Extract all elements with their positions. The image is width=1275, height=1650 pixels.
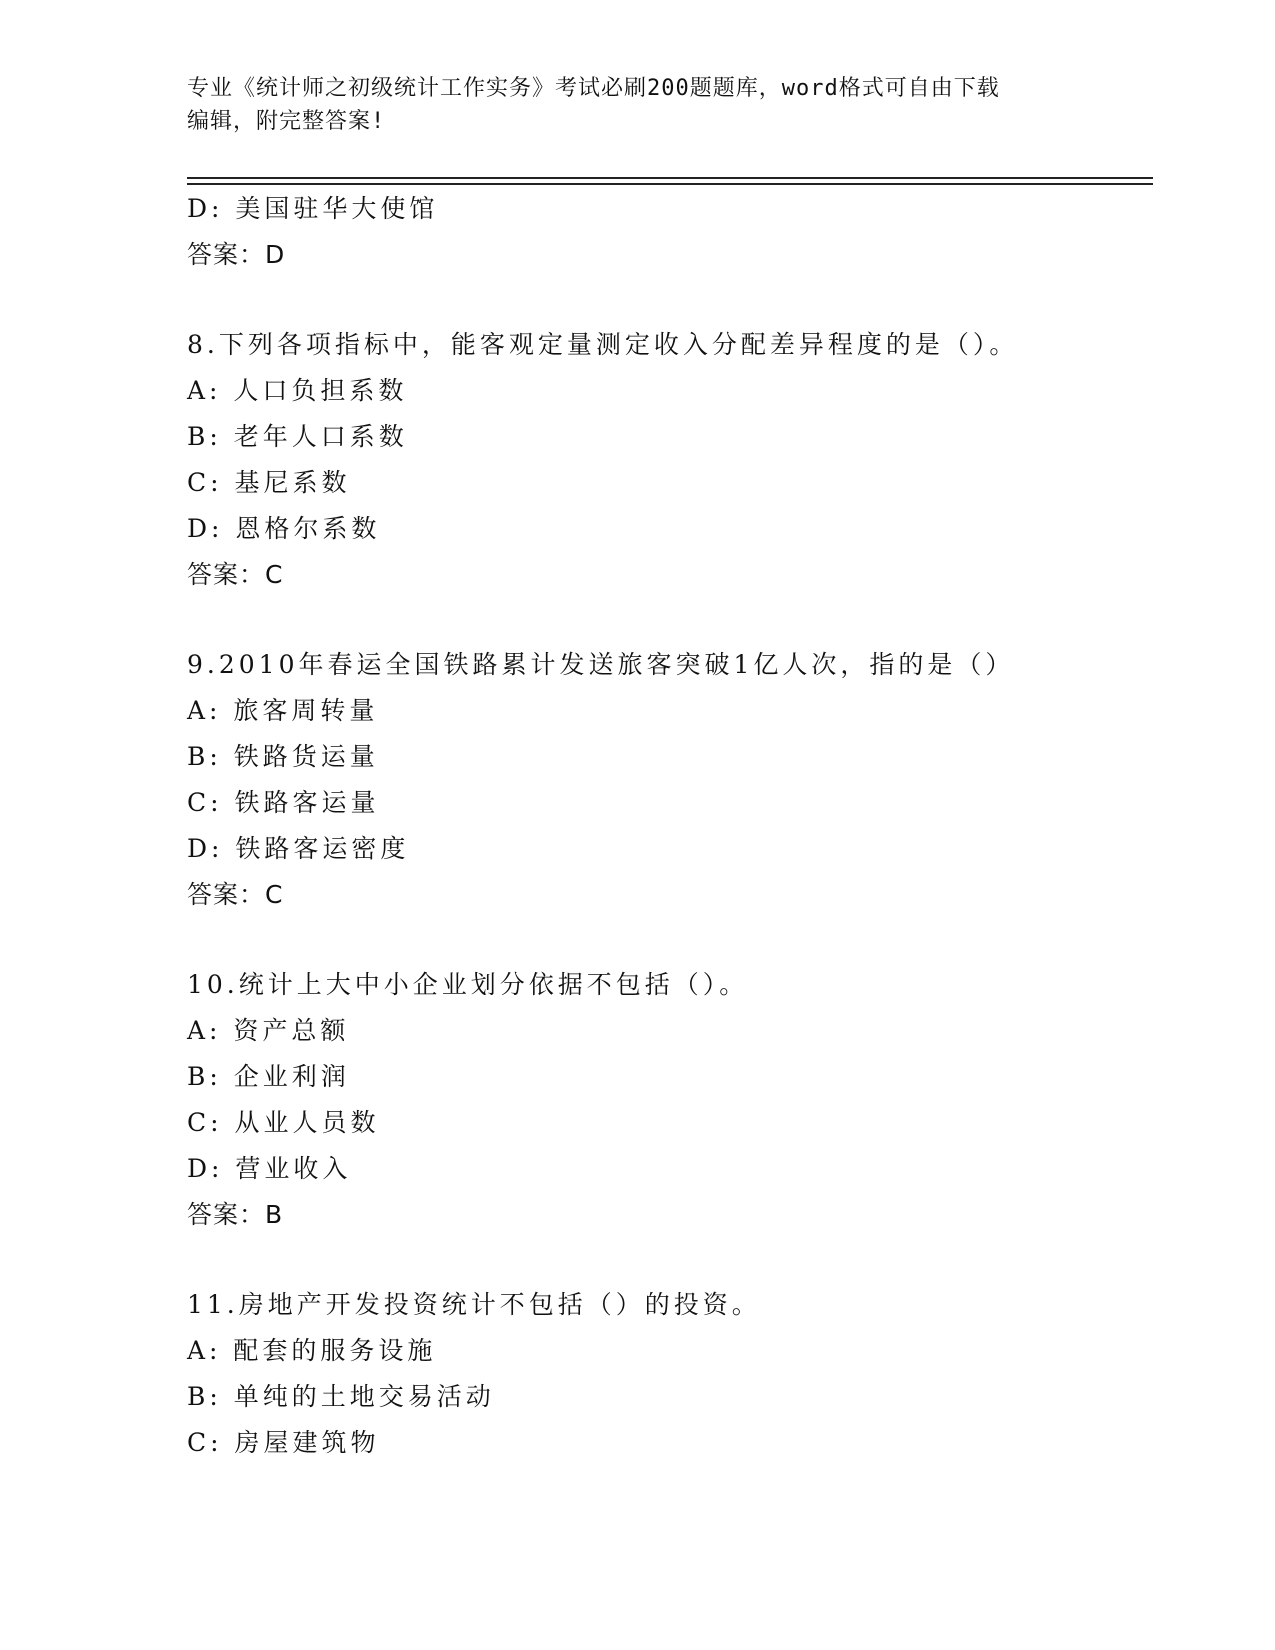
block-spacer: [187, 278, 1147, 322]
header-line-2: 编辑，附完整答案!: [187, 109, 386, 134]
header-divider-bottom: [187, 183, 1153, 185]
question-block-7-tail: [187, 186, 1147, 278]
block-spacer: [187, 1238, 1147, 1282]
option-d: D: 营业收入: [187, 1154, 352, 1183]
option-b: B: 铁路货运量: [187, 742, 379, 771]
question-text: 9.2010年春运全国铁路累计发送旅客突破1亿人次，指的是（）: [187, 650, 1015, 679]
option-c: C: 房屋建筑物: [187, 1428, 380, 1457]
question-text: 11.房地产开发投资统计不包括（）的投资。: [187, 1290, 761, 1319]
block-spacer: [187, 918, 1147, 962]
option-d: D: 铁路客运密度: [187, 834, 410, 863]
option-c: C: 铁路客运量: [187, 788, 380, 817]
option-b: B: 企业利润: [187, 1062, 350, 1091]
option-a: A: 配套的服务设施: [187, 1336, 437, 1365]
block-spacer: [187, 598, 1147, 642]
option-a: A: 旅客周转量: [187, 696, 379, 725]
option-c: C: 从业人员数: [187, 1108, 380, 1137]
answer-line: 答案：C: [187, 560, 284, 589]
answer-line: 答案：C: [187, 880, 284, 909]
question-block-11: [187, 1282, 1147, 1466]
answer-line: 答案：B: [187, 1200, 284, 1229]
question-text: 8.下列各项指标中，能客观定量测定收入分配差异程度的是（）。: [187, 330, 1019, 359]
option-b: B: 单纯的土地交易活动: [187, 1382, 495, 1411]
header-divider-top: [187, 177, 1153, 179]
header-line-1: 专业《统计师之初级统计工作实务》考试必刷200题题库，word格式可自由下载: [187, 76, 1000, 101]
question-text: 10.统计上大中小企业划分依据不包括（）。: [187, 970, 749, 999]
option-a: A: 资产总额: [187, 1016, 350, 1045]
option-c: C: 基尼系数: [187, 468, 351, 497]
option-d: D: 美国驻华大使馆: [187, 194, 439, 223]
question-block-8: [187, 322, 1147, 598]
option-a: A: 人口负担系数: [187, 376, 408, 405]
question-list: [187, 186, 1147, 1466]
option-b: B: 老年人口系数: [187, 422, 408, 451]
option-d: D: 恩格尔系数: [187, 514, 381, 543]
question-block-9: [187, 642, 1147, 918]
answer-line: 答案：D: [187, 240, 286, 269]
question-block-10: [187, 962, 1147, 1238]
document-header: [187, 72, 1087, 138]
